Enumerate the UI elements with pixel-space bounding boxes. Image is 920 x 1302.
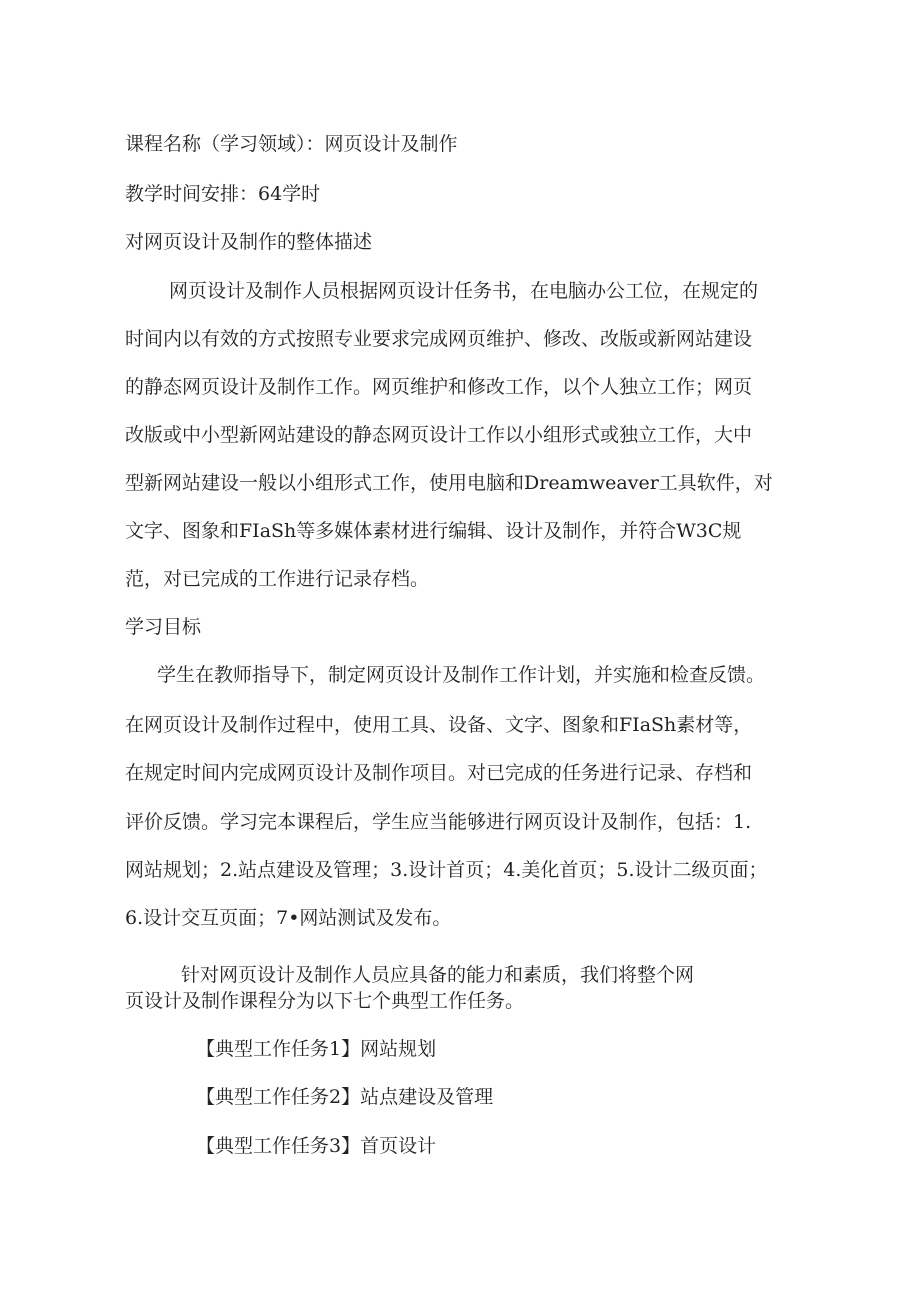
intro-line: 针对网页设计及制作人员应具备的能力和素质，我们将整个网 — [181, 964, 695, 986]
course-name: 课程名称（学习领域）：网页设计及制作 — [125, 133, 458, 155]
goals-line: 评价反馈。学习完本课程后，学生应当能够进行网页设计及制作，包括：1. — [125, 811, 752, 833]
overview-heading: 对网页设计及制作的整体描述 — [125, 231, 373, 253]
description-line: 范，对已完成的工作进行记录存档。 — [125, 568, 430, 590]
typical-task-3: 【典型工作任务3】首页设计 — [196, 1135, 437, 1157]
teaching-schedule: 教学时间安排：64学时 — [125, 183, 321, 205]
typical-task-1: 【典型工作任务1】网站规划 — [196, 1038, 437, 1060]
description-line: 时间内以有效的方式按照专业要求完成网页维护、修改、改版或新网站建设 — [125, 328, 753, 350]
goals-line: 在规定时间内完成网页设计及制作项目。对已完成的任务进行记录、存档和 — [125, 762, 753, 784]
description-line: 文字、图象和FIaSh等多媒体素材进行编辑、设计及制作，并符合W3C规 — [125, 520, 742, 542]
typical-task-2: 【典型工作任务2】站点建设及管理 — [196, 1086, 494, 1108]
description-line: 网页设计及制作人员根据网页设计任务书，在电脑办公工位，在规定的 — [169, 280, 759, 302]
goals-line: 网站规划；2.站点建设及管理；3.设计首页；4.美化首页；5.设计二级页面； — [125, 859, 768, 881]
goals-line: 学生在教师指导下，制定网页设计及制作工作计划，并实施和检查反馈。 — [157, 664, 766, 686]
description-line: 型新网站建设一般以小组形式工作，使用电脑和Dreamweaver工具软件，对 — [125, 472, 773, 494]
goals-line: 6.设计交互页面；7•网站测试及发布。 — [125, 907, 452, 929]
description-line: 的静态网页设计及制作工作。网页维护和修改工作，以个人独立工作；网页 — [125, 376, 753, 398]
description-line: 改版或中小型新网站建设的静态网页设计工作以小组形式或独立工作，大中 — [125, 424, 753, 446]
learning-goals-heading: 学习目标 — [125, 616, 202, 638]
intro-line: 页设计及制作课程分为以下七个典型工作任务。 — [125, 990, 525, 1012]
goals-line: 在网页设计及制作过程中，使用工具、设备、文字、图象和FIaSh素材等， — [125, 714, 753, 736]
